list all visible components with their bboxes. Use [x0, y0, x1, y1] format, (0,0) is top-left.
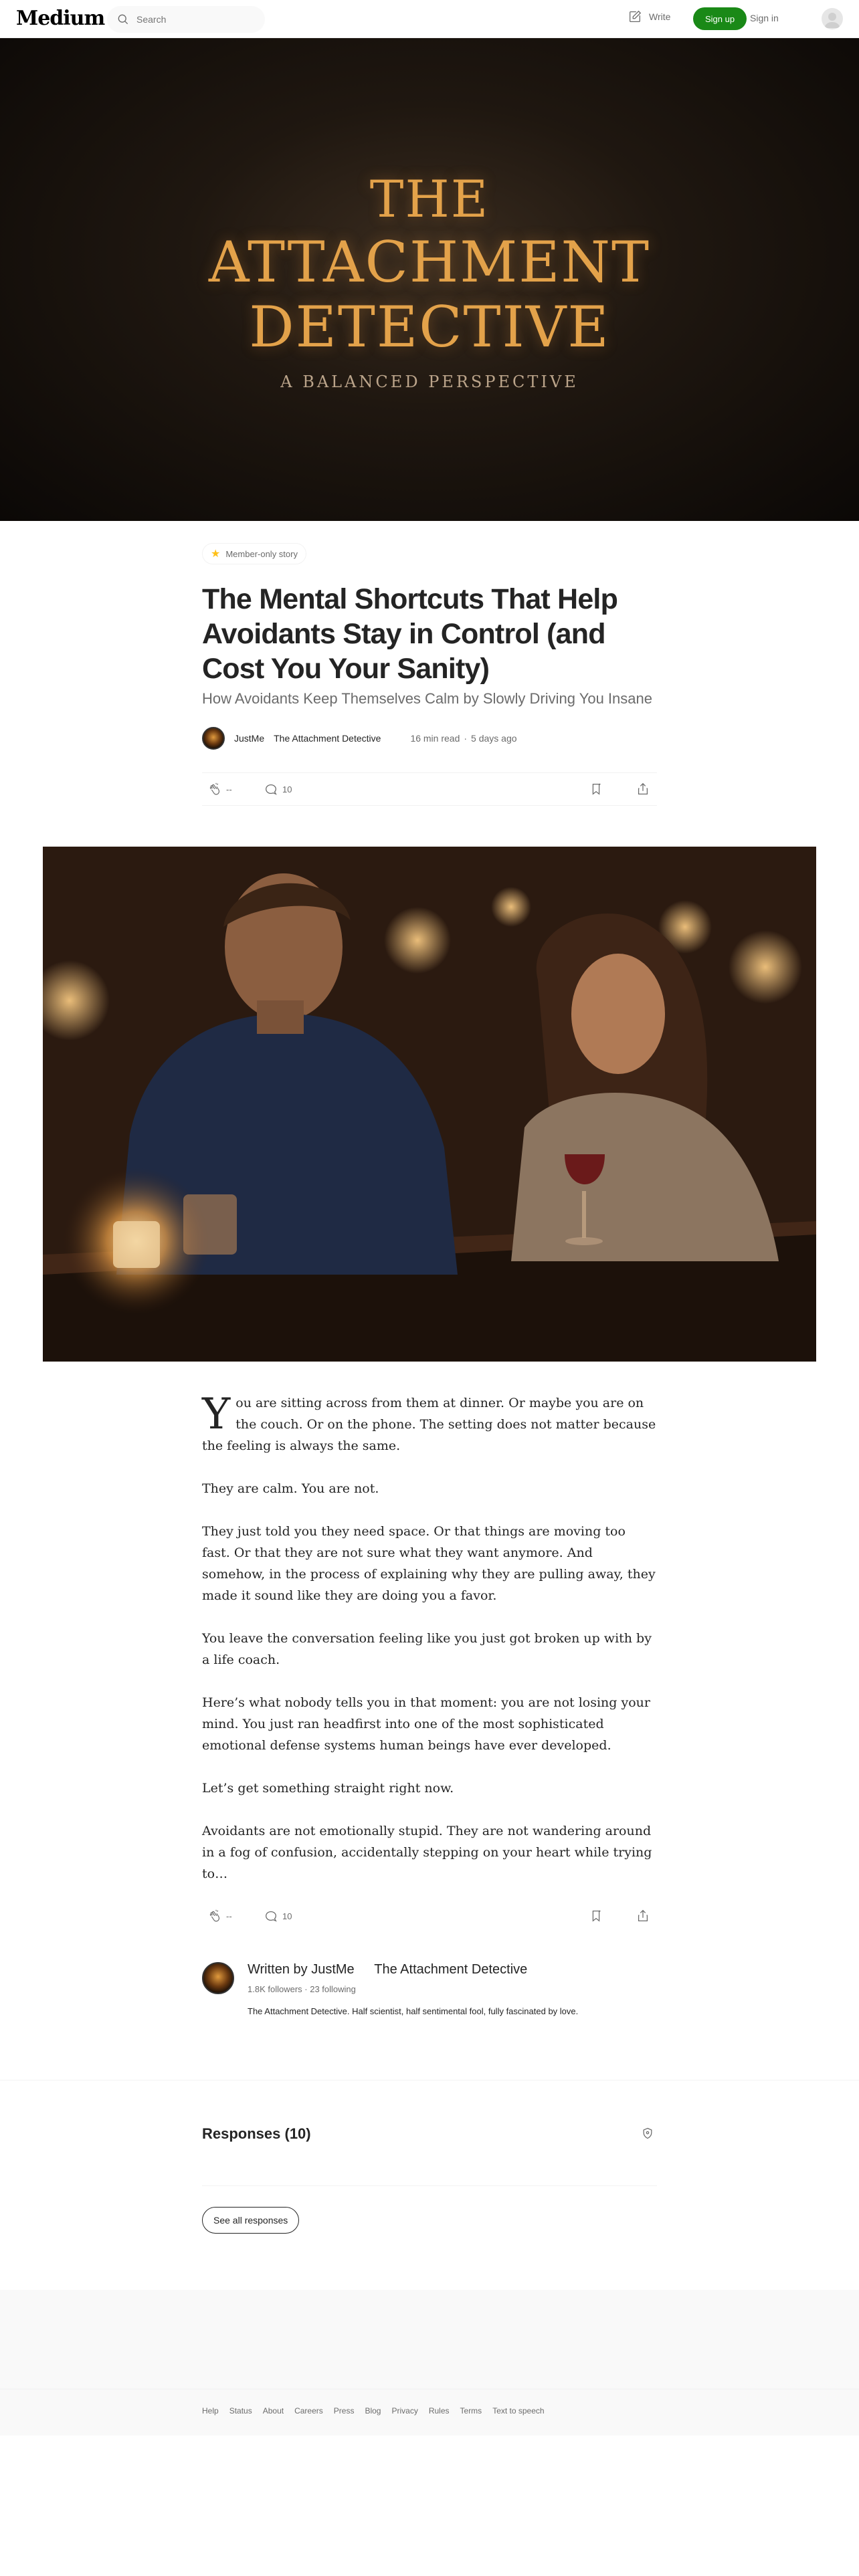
see-all-responses-button[interactable]: See all responses — [202, 2207, 299, 2234]
author-name[interactable]: JustMe — [234, 733, 265, 744]
written-by-label[interactable]: Written by JustMe — [248, 1962, 355, 1977]
hero-line-1: THE — [369, 169, 490, 229]
author-card — [202, 1962, 657, 2018]
responses-button-bottom[interactable] — [264, 1909, 292, 1923]
responses-button[interactable] — [264, 782, 292, 796]
signup-button[interactable]: Sign up — [693, 7, 747, 30]
footer-links — [202, 2406, 545, 2416]
publication-name[interactable]: The Attachment Detective — [274, 733, 381, 744]
clap-count: -- — [226, 784, 232, 794]
author-avatar[interactable] — [202, 727, 225, 750]
paragraph-3: They just told you they need space. Or that things are moving too fast. Or that they are not sure what they want anymore. And somehow, in the process of explaining why they are pulling away, they made it sound like they are doing you a favor. — [202, 1524, 656, 1603]
action-bar-bottom — [202, 1899, 657, 1933]
medium-logo[interactable]: Medium — [16, 7, 105, 30]
member-only-badge — [202, 543, 306, 564]
comment-icon — [264, 782, 278, 796]
hero-subtitle: A BALANCED PERSPECTIVE — [280, 372, 579, 391]
article-subtitle: How Avoidants Keep Themselves Calm by Slowly Driving You Insane — [202, 690, 652, 707]
bookmark-icon[interactable] — [589, 782, 603, 796]
author-card-avatar[interactable] — [202, 1962, 234, 1994]
responses-heading: Responses (10) — [202, 2125, 311, 2142]
share-icon[interactable] — [636, 782, 650, 796]
clap-count-bottom: -- — [226, 1911, 232, 1921]
footer-link-privacy[interactable]: Privacy — [391, 2406, 418, 2416]
footer-link-rules[interactable]: Rules — [428, 2406, 450, 2416]
search-bar[interactable] — [107, 6, 265, 33]
paragraph-1-text: ou are sitting across from them at dinner. Or maybe you are on the couch. Or on the phone. The setting does not matter because the feeling is always the same. — [202, 1396, 656, 1453]
paragraph-6: Let’s get something straight right now. — [202, 1781, 454, 1796]
byline — [202, 725, 657, 752]
action-bar-top — [202, 772, 657, 806]
footer-link-tts[interactable]: Text to speech — [492, 2406, 545, 2416]
responses-count-bottom: 10 — [282, 1911, 292, 1921]
member-only-label: Member-only story — [225, 548, 298, 559]
article-photo — [43, 847, 816, 1362]
author-card-title — [248, 1962, 595, 1977]
footer-link-blog[interactable]: Blog — [365, 2406, 381, 2416]
responses-count: 10 — [282, 784, 292, 794]
hero-image — [0, 38, 859, 521]
clap-button-bottom[interactable] — [207, 1909, 254, 1923]
footer-link-careers[interactable]: Careers — [294, 2406, 323, 2416]
clap-button[interactable] — [207, 782, 254, 796]
write-icon — [628, 9, 642, 24]
footer-link-status[interactable]: Status — [229, 2406, 252, 2416]
footer-link-about[interactable]: About — [262, 2406, 284, 2416]
share-icon[interactable] — [636, 1909, 650, 1923]
read-time: 16 min read — [410, 733, 460, 744]
footer-link-terms[interactable]: Terms — [460, 2406, 482, 2416]
clap-icon — [207, 782, 222, 796]
search-icon — [116, 13, 130, 26]
footer-link-help[interactable]: Help — [202, 2406, 219, 2416]
following-count[interactable]: 23 following — [310, 1984, 356, 1994]
article-body — [202, 1392, 657, 1906]
author-card-publication[interactable]: The Attachment Detective — [374, 1962, 528, 1977]
search-input[interactable] — [136, 14, 257, 25]
clap-icon — [207, 1909, 222, 1923]
publish-date: 5 days ago — [471, 733, 517, 744]
action-bar-right — [589, 782, 650, 796]
write-label: Write — [649, 11, 671, 22]
hero-line-3: DETECTIVE — [249, 294, 610, 360]
stats-separator: · — [304, 1984, 310, 1994]
paragraph-5: Here’s what nobody tells you in that moment: you are not losing your mind. You just ran headfirst into one of the most sophisticated emotional defense systems human beings have ever developed. — [202, 1695, 650, 1753]
article-title: The Mental Shortcuts That Help Avoidants Stay in Control (and Cost You Your Sanity) — [202, 583, 618, 685]
paragraph-1 — [202, 1392, 657, 1457]
author-card-info — [248, 1962, 595, 2018]
author-stats — [248, 1984, 595, 1994]
star-icon: ★ — [211, 548, 221, 560]
shield-icon[interactable] — [641, 2127, 654, 2140]
bookmark-icon[interactable] — [589, 1909, 603, 1923]
comment-icon — [264, 1909, 278, 1923]
followers-count[interactable]: 1.8K followers — [248, 1984, 302, 1994]
author-bio: The Attachment Detective. Half scientist, half sentimental fool, fully fascinated by love. — [248, 2006, 579, 2016]
paragraph-7: Avoidants are not emotionally stupid. They are not wandering around in a fog of confusion, accidentally stepping on your heart while trying to… — [202, 1824, 652, 1881]
user-avatar[interactable] — [822, 8, 843, 29]
paragraph-2: They are calm. You are not. — [202, 1481, 379, 1496]
write-button[interactable] — [628, 9, 670, 24]
meta-separator: · — [464, 733, 468, 744]
hero-line-2: ATTACHMENT — [208, 229, 651, 295]
signin-link[interactable]: Sign in — [750, 13, 779, 23]
default-avatar-icon — [822, 8, 843, 29]
footer-link-press[interactable]: Press — [333, 2406, 355, 2416]
responses-divider — [202, 2185, 657, 2186]
drop-cap: Y — [202, 1390, 231, 1439]
paragraph-4: You leave the conversation feeling like you just got broken up with by a life coach. — [202, 1631, 652, 1667]
action-bar-bottom-right — [589, 1909, 650, 1923]
couple-photo-illustration — [43, 847, 816, 1362]
top-navbar — [0, 0, 859, 38]
